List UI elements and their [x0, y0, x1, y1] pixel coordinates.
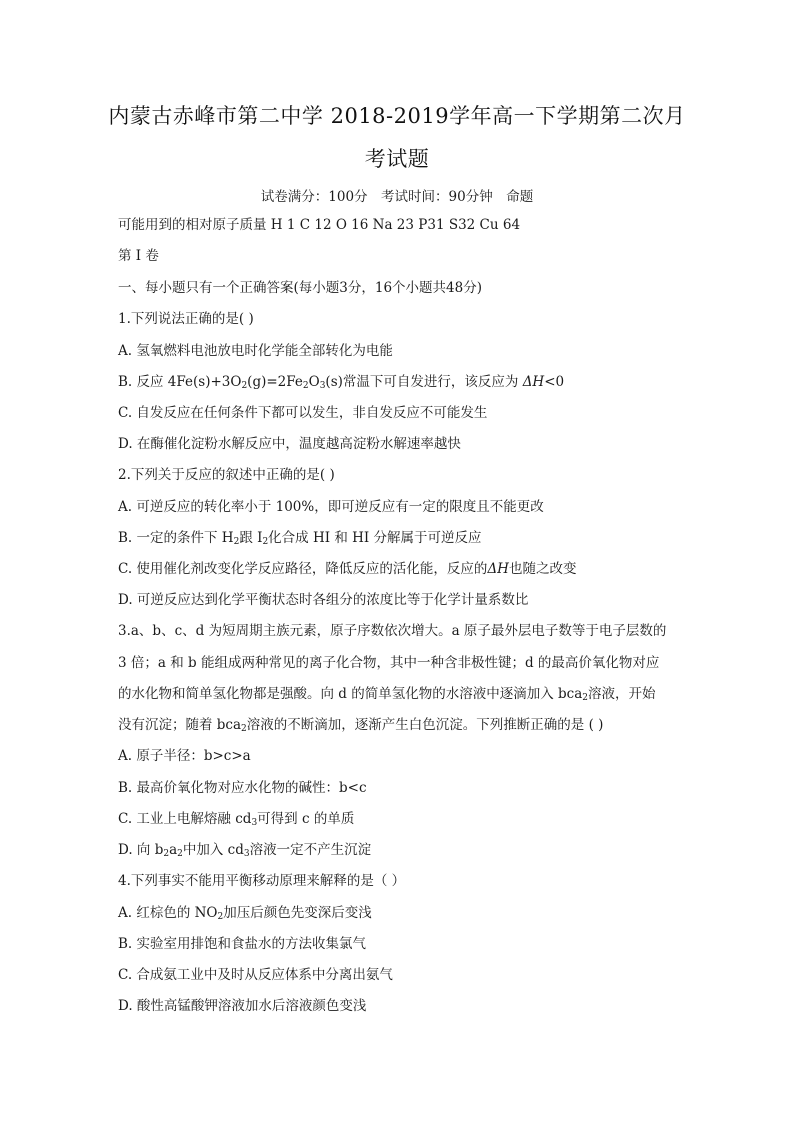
q3-stem-line2: 3 倍；a 和 b 能组成两种常见的离子化合物，其中一种含非极性键；d 的最高价氧化物对应	[118, 655, 660, 671]
q3-option-a: A. 原子半径：b>c>a	[118, 748, 251, 764]
atomic-masses: 可能用到的相对原子质量 H 1 C 12 O 16 Na 23 P31 S32 Cu 64	[118, 217, 521, 233]
exam-info: 试卷满分：100分 考试时间：90分钟 命题	[260, 189, 534, 205]
q3-option-d: D. 向 $b_2a_2$中加入 $cd_3$溶液一定不产生沉淀	[118, 842, 372, 859]
q1-option-d: D. 在酶催化淀粉水解反应中，温度越高淀粉水解速率越快	[118, 436, 461, 452]
q2-option-a: A. 可逆反应的转化率小于 100%，即可逆反应有一定的限度且不能更改	[118, 499, 544, 515]
exam-title-line2: 考试题	[364, 147, 430, 171]
q4-stem: 4.下列事实不能用平衡移动原理来解释的是（ ）	[118, 873, 406, 889]
q1-option-a: A. 氢氧燃料电池放电时化学能全部转化为电能	[118, 343, 393, 359]
q1-option-b: B. 反应 $4Fe(s)+3O_2(g)=2Fe_2O_3(s)$常温下可自发进行，该反应为 ΔH<0	[118, 374, 565, 391]
q4-option-d: D. 酸性高锰酸钾溶液加水后溶液颜色变浅	[118, 998, 367, 1014]
part-heading: 第 I 卷	[118, 248, 159, 264]
q3-option-b: B. 最高价氧化物对应水化物的碱性：b<c	[118, 780, 367, 796]
q3-stem-line4: 没有沉淀；随着 bca$_2$溶液的不断滴加，逐渐产生白色沉淀。下列推断正确的是 ( )	[118, 717, 604, 734]
q3-option-c: C. 工业上电解熔融 $cd_3$可得到 c 的单质	[118, 811, 355, 828]
exam-title-line1: 内蒙古赤峰市第二中学 2018-2019学年高一下学期第二次月	[108, 104, 686, 128]
q2-stem: 2.下列关于反应的叙述中正确的是( )	[118, 467, 335, 483]
section-heading: 一、每小题只有一个正确答案(每小题3分，16个小题共48分)	[118, 280, 482, 296]
q4-option-b: B. 实验室用排饱和食盐水的方法收集氯气	[118, 936, 367, 952]
q1-stem: 1.下列说法正确的是( )	[118, 311, 254, 327]
q2-option-c: C. 使用催化剂改变化学反应路径，降低反应的活化能，反应的ΔH也随之改变	[118, 561, 577, 577]
q2-option-b: B. 一定的条件下 $H_2$跟 $I_2$化合成 HI 和 HI 分解属于可逆反应	[118, 530, 482, 547]
q3-stem-line1: 3.a、b、c、d 为短周期主族元素，原子序数依次增大。a 原子最外层电子数等于电子层数的	[118, 623, 667, 639]
q4-option-a: A. 红棕色的 $NO_2$加压后颜色先变深后变浅	[118, 905, 372, 922]
q3-stem-line3: 的水化物和简单氢化物都是强酸。向 d 的简单氢化物的水溶液中逐滴加入 bca$_2$溶液，开始	[118, 686, 656, 703]
q1-option-c: C. 自发反应在任何条件下都可以发生，非自发反应不可能发生	[118, 405, 488, 421]
q4-option-c: C. 合成氨工业中及时从反应体系中分离出氨气	[118, 967, 393, 983]
q2-option-d: D. 可逆反应达到化学平衡状态时各组分的浓度比等于化学计量系数比	[118, 592, 529, 608]
